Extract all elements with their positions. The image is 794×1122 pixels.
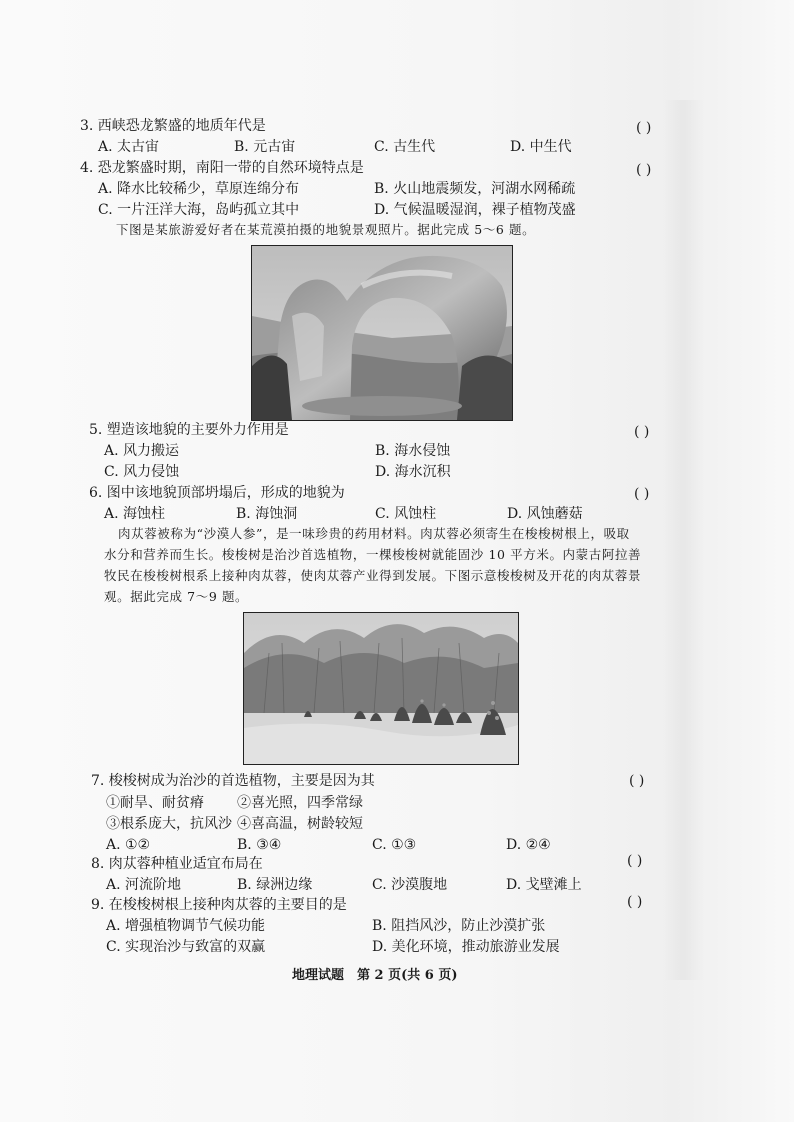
question-7-statement-3: ③根系庞大，抗风沙	[106, 816, 232, 832]
question-5-stem: 5. 塑造该地貌的主要外力作用是	[89, 422, 289, 438]
question-3-option-a: A. 太古宙	[98, 139, 160, 155]
desert-arch-photo	[251, 245, 513, 421]
question-3-answer-blank: ( )	[636, 120, 652, 136]
question-9-option-b: B. 阻挡风沙，防止沙漠扩张	[372, 918, 546, 934]
question-8-option-c: C. 沙漠腹地	[372, 877, 448, 893]
question-5-option-a: A. 风力搬运	[104, 443, 180, 459]
intro-7-9-line-3: 牧民在梭梭树根系上接种肉苁蓉，使肉苁蓉产业得到发展。下图示意梭梭树及开花的肉苁蓉景	[104, 568, 642, 583]
question-9-stem: 9. 在梭梭树根上接种肉苁蓉的主要目的是	[91, 897, 347, 913]
question-7-option-c: C. ①③	[372, 837, 417, 853]
question-3-stem: 3. 西峡恐龙繁盛的地质年代是	[80, 118, 266, 134]
question-6-answer-blank: ( )	[634, 486, 650, 502]
question-9-option-c: C. 实现治沙与致富的双赢	[106, 939, 266, 955]
question-4-option-a: A. 降水比较稀少，草原连绵分布	[98, 181, 300, 197]
question-5-answer-blank: ( )	[634, 424, 650, 440]
question-7-statement-2: ②喜光照，四季常绿	[237, 795, 363, 811]
question-9-option-d: D. 美化环境，推动旅游业发展	[372, 939, 560, 955]
intro-5-6: 下图是某旅游爱好者在某荒漠拍摄的地貌景观照片。据此完成 5～6 题。	[116, 222, 536, 237]
question-8-option-a: A. 河流阶地	[106, 877, 182, 893]
question-3-option-d: D. 中生代	[510, 139, 572, 155]
question-5-option-d: D. 海水沉积	[375, 464, 451, 480]
saxaul-cistanche-photo	[243, 612, 519, 765]
question-8-answer-blank: ( )	[627, 853, 643, 869]
question-3-option-c: C. 古生代	[374, 139, 436, 155]
question-6-option-d: D. 风蚀蘑菇	[507, 506, 583, 522]
question-7-option-b: B. ③④	[237, 837, 282, 853]
question-9-answer-blank: ( )	[627, 894, 643, 910]
question-6-option-c: C. 风蚀柱	[375, 506, 437, 522]
question-3-option-b: B. 元古宙	[234, 139, 296, 155]
question-8-stem: 8. 肉苁蓉种植业适宜布局在	[91, 856, 263, 872]
question-7-answer-blank: ( )	[629, 773, 645, 789]
question-7-stem: 7. 梭梭树成为治沙的首选植物，主要是因为其	[91, 773, 375, 789]
question-4-option-b: B. 火山地震频发，河湖水网稀疏	[374, 181, 576, 197]
question-4-answer-blank: ( )	[636, 162, 652, 178]
question-7-statement-4: ④喜高温，树龄较短	[237, 816, 363, 832]
scan-shadow	[664, 100, 704, 980]
question-7-option-a: A. ①②	[106, 837, 151, 853]
question-5-option-c: C. 风力侵蚀	[104, 464, 180, 480]
question-4-option-c: C. 一片汪洋大海，岛屿孤立其中	[98, 202, 300, 218]
question-5-option-b: B. 海水侵蚀	[375, 443, 451, 459]
intro-7-9-line-2: 水分和营养而生长。梭梭树是治沙首选植物，一棵梭梭树就能固沙 10 平方米。内蒙古阿拉善	[104, 547, 642, 562]
question-7-statement-1: ①耐旱、耐贫瘠	[106, 795, 204, 811]
question-4-option-d: D. 气候温暖湿润，裸子植物茂盛	[374, 202, 576, 218]
question-4-stem: 4. 恐龙繁盛时期，南阳一带的自然环境特点是	[80, 160, 364, 176]
question-8-option-b: B. 绿洲边缘	[237, 877, 313, 893]
question-6-option-a: A. 海蚀柱	[104, 506, 166, 522]
intro-7-9-line-1: 肉苁蓉被称为“沙漠人参”，是一味珍贵的药用材料。肉苁蓉必须寄生在梭梭树根上，吸取	[118, 526, 630, 541]
page-footer: 地理试题 第 2 页(共 6 页)	[292, 968, 458, 983]
question-6-option-b: B. 海蚀洞	[236, 506, 298, 522]
question-9-option-a: A. 增强植物调节气候功能	[106, 918, 266, 934]
question-6-stem: 6. 图中该地貌顶部坍塌后，形成的地貌为	[89, 485, 345, 501]
intro-7-9-line-4: 观。据此完成 7～9 题。	[104, 589, 249, 604]
question-7-option-d: D. ②④	[506, 837, 551, 853]
question-8-option-d: D. 戈壁滩上	[506, 877, 582, 893]
